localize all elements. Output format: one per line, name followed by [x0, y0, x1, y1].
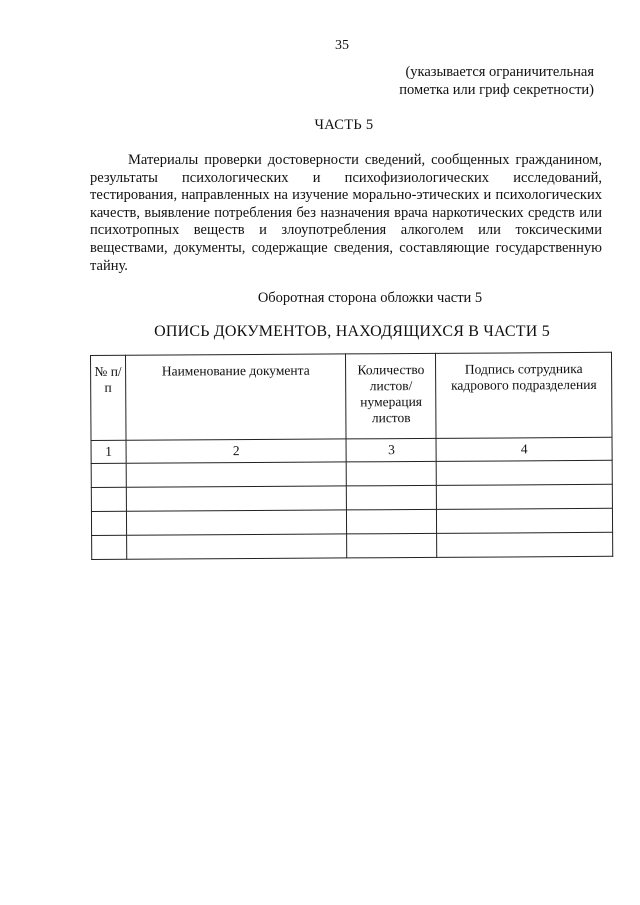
cover-caption: Оборотная сторона обложки части 5 [257, 290, 483, 306]
header-signature [436, 352, 612, 438]
restriction-note [386, 63, 594, 99]
inventory-title: ОПИСЬ ДОКУМЕНТОВ, НАХОДЯЩИХСЯ В ЧАСТИ 5 [154, 323, 550, 340]
table-cell [91, 511, 126, 535]
table-cell [437, 508, 613, 533]
table-row [91, 508, 612, 535]
table-body [91, 460, 613, 559]
restriction-note-line-1: (указывается ограничительная [405, 64, 594, 80]
column-index-cell: 4 [436, 437, 612, 461]
table-row [91, 460, 612, 487]
page-number: 35 [335, 38, 349, 53]
table-header-row [91, 352, 613, 440]
table-cell [126, 462, 347, 487]
header-sheet-count [346, 353, 436, 439]
inventory-table [90, 352, 613, 560]
table-cell [91, 487, 126, 511]
table-cell [126, 510, 347, 535]
table-cell [437, 484, 613, 509]
header-sheet-count-label: Количество листов/ нумерация листов [357, 361, 425, 426]
part-description: Материалы проверки достоверности сведений, сообщенных гражданином, результаты психологических и психофизиологических исследований, тестирования, направленных на изучение морально-этических и психологических качеств, выявление потребления без назначения врача наркотических средств или психотропных веществ и злоупотребления алкоголем или токсическими веществами, документы, содержащие сведения, составляющие государственную тайну. [90, 152, 602, 274]
column-index-cell: 2 [126, 439, 347, 463]
header-document-name [125, 354, 346, 440]
table-cell [127, 534, 348, 559]
header-document-name-label: Наименование документа [161, 362, 310, 379]
table-cell [436, 460, 612, 485]
part-title: ЧАСТЬ 5 [314, 117, 374, 133]
table-column-index-row [91, 437, 612, 463]
header-signature-label: Подпись сотрудника кадрового подразделения [450, 360, 597, 393]
header-number [91, 355, 126, 440]
table-cell [347, 533, 437, 558]
table-cell [437, 532, 613, 557]
column-index-cell: 1 [91, 440, 126, 463]
table-cell [92, 535, 127, 559]
table-cell [126, 486, 347, 511]
header-number-label: № п/п [94, 363, 122, 395]
table-cell [91, 463, 126, 487]
table-cell [347, 461, 437, 486]
table-row [91, 484, 612, 511]
table-cell [347, 485, 437, 510]
restriction-note-line-2: пометка или гриф секретности) [399, 82, 594, 98]
table-cell [347, 509, 437, 534]
column-index-cell: 3 [346, 438, 436, 462]
table-row [92, 532, 613, 559]
